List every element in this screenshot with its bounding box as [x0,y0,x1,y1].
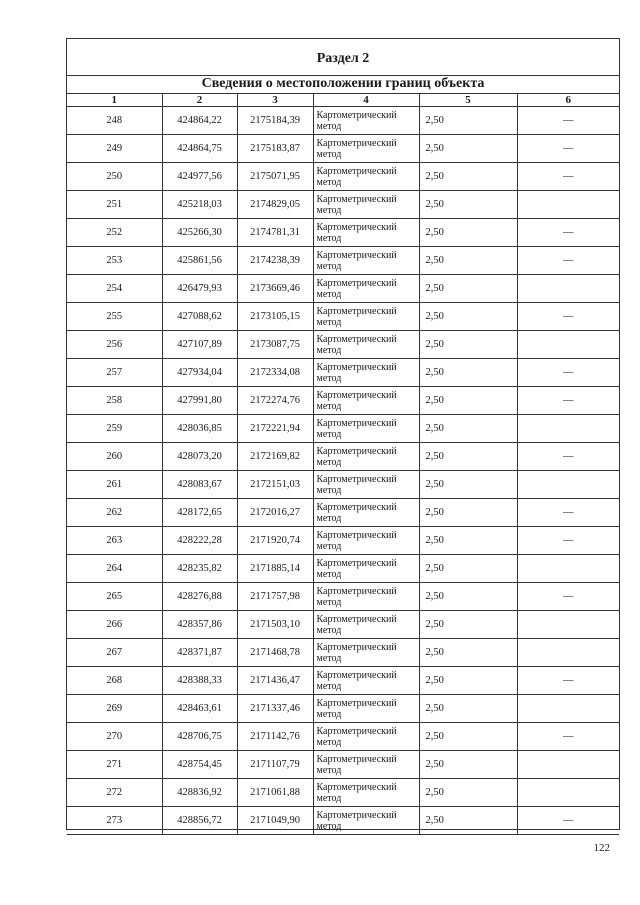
table-cell-num: 272 [67,779,162,807]
table-row [67,807,619,835]
table-cell-y: 2172016,27 [237,499,313,527]
table-cell-col6: — [517,303,619,331]
table-cell-method: Картометрический метод [313,583,419,611]
table-cell-col6: — [517,807,619,835]
table-row [67,247,619,275]
table-cell-method: Картометрический метод [313,387,419,415]
table-cell-col6: — [517,667,619,695]
table-cell-method: Картометрический метод [313,499,419,527]
table-header-row [67,93,619,107]
table-cell-x: 428463,61 [162,695,237,723]
table-cell-col5: 2,50 [419,219,517,247]
table-cell-y: 2174829,05 [237,191,313,219]
table-cell-y: 2172221,94 [237,415,313,443]
table-cell-method: Картометрический метод [313,415,419,443]
table-cell-col5: 2,50 [419,471,517,499]
table-row [67,639,619,667]
table-cell-col5: 2,50 [419,303,517,331]
table-cell-col5: 2,50 [419,359,517,387]
table-cell-num: 273 [67,807,162,835]
table-cell-x: 428036,85 [162,415,237,443]
table-cell-col5: 2,50 [419,751,517,779]
table-cell-col6 [517,471,619,499]
table-row [67,359,619,387]
table-cell-y: 2174781,31 [237,219,313,247]
table-cell-col5: 2,50 [419,555,517,583]
table-cell-col5: 2,50 [419,499,517,527]
table-cell-y: 2175184,39 [237,107,313,135]
table-cell-y: 2174238,39 [237,247,313,275]
table-row [67,779,619,807]
table-cell-col6: — [517,135,619,163]
table-cell-col6: — [517,247,619,275]
table-cell-col6: — [517,583,619,611]
table-cell-num: 253 [67,247,162,275]
table-cell-num: 257 [67,359,162,387]
table-row [67,611,619,639]
table-cell-col5: 2,50 [419,639,517,667]
table-cell-x: 428388,33 [162,667,237,695]
table-cell-method: Картометрический метод [313,331,419,359]
header-cell: 3 [237,93,313,107]
table-cell-col6: — [517,527,619,555]
table-cell-num: 269 [67,695,162,723]
table-cell-x: 428357,86 [162,611,237,639]
table-cell-x: 428073,20 [162,443,237,471]
table-cell-method: Картометрический метод [313,639,419,667]
table-cell-method: Картометрический метод [313,191,419,219]
table-cell-col5: 2,50 [419,415,517,443]
table-cell-num: 258 [67,387,162,415]
table-row [67,499,619,527]
table-cell-col6: — [517,723,619,751]
table-row [67,387,619,415]
table-cell-y: 2172151,03 [237,471,313,499]
table-cell-num: 252 [67,219,162,247]
table-cell-num: 267 [67,639,162,667]
table-cell-y: 2171468,78 [237,639,313,667]
table-cell-num: 249 [67,135,162,163]
table-row [67,443,619,471]
table-cell-y: 2171061,88 [237,779,313,807]
table-row [67,555,619,583]
table-row [67,583,619,611]
table-cell-x: 428706,75 [162,723,237,751]
table-cell-y: 2171503,10 [237,611,313,639]
table-cell-y: 2171107,79 [237,751,313,779]
table-cell-num: 261 [67,471,162,499]
table-cell-method: Картометрический метод [313,303,419,331]
table-cell-method: Картометрический метод [313,163,419,191]
header-cell: 5 [419,93,517,107]
table-cell-x: 428754,45 [162,751,237,779]
table-cell-x: 428235,82 [162,555,237,583]
header-cell: 1 [67,93,162,107]
table-cell-x: 428083,67 [162,471,237,499]
table-cell-col6 [517,415,619,443]
table-cell-num: 248 [67,107,162,135]
table-cell-col6 [517,555,619,583]
table-cell-num: 263 [67,527,162,555]
table-cell-col5: 2,50 [419,583,517,611]
table-cell-y: 2173087,75 [237,331,313,359]
table-cell-col6: — [517,499,619,527]
table-row [67,695,619,723]
table-cell-col5: 2,50 [419,247,517,275]
table-row [67,751,619,779]
table-cell-col5: 2,50 [419,107,517,135]
table-cell-x: 427934,04 [162,359,237,387]
table-cell-col6 [517,331,619,359]
table-cell-col5: 2,50 [419,723,517,751]
table-cell-col6 [517,275,619,303]
table-cell-x: 428276,88 [162,583,237,611]
table-cell-method: Картометрический метод [313,807,419,835]
table-cell-y: 2172274,76 [237,387,313,415]
table-cell-x: 427107,89 [162,331,237,359]
table-cell-num: 255 [67,303,162,331]
table-row [67,667,619,695]
table-row [67,107,619,135]
header-cell: 2 [162,93,237,107]
table-row [67,191,619,219]
table-cell-method: Картометрический метод [313,723,419,751]
table-cell-num: 256 [67,331,162,359]
table-row [67,163,619,191]
table-cell-num: 271 [67,751,162,779]
table-cell-x: 425861,56 [162,247,237,275]
table-cell-method: Картометрический метод [313,219,419,247]
table-cell-x: 424864,22 [162,107,237,135]
table-cell-col5: 2,50 [419,695,517,723]
table-cell-y: 2175071,95 [237,163,313,191]
table-cell-method: Картометрический метод [313,779,419,807]
table-cell-col6: — [517,219,619,247]
table-cell-col5: 2,50 [419,191,517,219]
section-subtitle: Сведения о местоположении границ объекта [67,75,619,94]
table-cell-x: 424864,75 [162,135,237,163]
table-cell-col5: 2,50 [419,611,517,639]
table-cell-col5: 2,50 [419,135,517,163]
table-cell-col6: — [517,443,619,471]
table-cell-col6 [517,191,619,219]
table-cell-num: 260 [67,443,162,471]
table-cell-method: Картометрический метод [313,611,419,639]
table-cell-y: 2173669,46 [237,275,313,303]
table-cell-col5: 2,50 [419,387,517,415]
section-title: Раздел 2 [67,39,619,76]
table-cell-method: Картометрический метод [313,527,419,555]
table-cell-col6: — [517,163,619,191]
table-cell-method: Картометрический метод [313,247,419,275]
table-row [67,331,619,359]
table-cell-num: 265 [67,583,162,611]
table-cell-method: Картометрический метод [313,135,419,163]
table-cell-method: Картометрический метод [313,751,419,779]
table-cell-x: 428371,87 [162,639,237,667]
table-cell-col5: 2,50 [419,779,517,807]
page-number: 122 [593,842,610,854]
table-cell-num: 254 [67,275,162,303]
table-row [67,135,619,163]
table-cell-x: 428222,28 [162,527,237,555]
table-cell-col5: 2,50 [419,163,517,191]
header-cell: 6 [517,93,619,107]
table-row [67,219,619,247]
table-cell-method: Картометрический метод [313,667,419,695]
table-cell-col5: 2,50 [419,275,517,303]
table-cell-num: 262 [67,499,162,527]
table-cell-y: 2171142,76 [237,723,313,751]
table-cell-col6: — [517,387,619,415]
table-cell-method: Картометрический метод [313,695,419,723]
table-cell-y: 2171337,46 [237,695,313,723]
table-cell-col5: 2,50 [419,667,517,695]
table-cell-y: 2171436,47 [237,667,313,695]
table-cell-x: 427088,62 [162,303,237,331]
table-cell-x: 428856,72 [162,807,237,835]
table-cell-y: 2171920,74 [237,527,313,555]
table-cell-col5: 2,50 [419,331,517,359]
table-cell-col6 [517,611,619,639]
table-cell-method: Картометрический метод [313,443,419,471]
header-cell: 4 [313,93,419,107]
table-cell-col5: 2,50 [419,807,517,835]
table-cell-y: 2171049,90 [237,807,313,835]
table-row [67,303,619,331]
table-cell-num: 270 [67,723,162,751]
table-row [67,415,619,443]
document-frame [66,38,620,830]
table-cell-y: 2172169,82 [237,443,313,471]
table-cell-col6: — [517,107,619,135]
table-cell-x: 428172,65 [162,499,237,527]
table-cell-num: 251 [67,191,162,219]
table-cell-y: 2173105,15 [237,303,313,331]
table-row [67,471,619,499]
table-cell-method: Картометрический метод [313,555,419,583]
table-cell-method: Картометрический метод [313,275,419,303]
table-cell-col6 [517,639,619,667]
table-cell-method: Картометрический метод [313,471,419,499]
table-cell-x: 426479,93 [162,275,237,303]
table-cell-col6 [517,695,619,723]
table-cell-y: 2175183,87 [237,135,313,163]
table-row [67,275,619,303]
table-cell-x: 424977,56 [162,163,237,191]
table-row [67,527,619,555]
table-cell-y: 2171757,98 [237,583,313,611]
table-cell-x: 428836,92 [162,779,237,807]
table-cell-num: 268 [67,667,162,695]
table-cell-col5: 2,50 [419,527,517,555]
table-cell-num: 259 [67,415,162,443]
table-cell-y: 2172334,08 [237,359,313,387]
boundary-coordinates-table [67,93,619,835]
table-cell-col6 [517,779,619,807]
table-cell-num: 250 [67,163,162,191]
table-cell-col5: 2,50 [419,443,517,471]
table-cell-x: 427991,80 [162,387,237,415]
table-cell-x: 425266,30 [162,219,237,247]
table-cell-method: Картометрический метод [313,107,419,135]
table-cell-y: 2171885,14 [237,555,313,583]
table-cell-method: Картометрический метод [313,359,419,387]
table-cell-num: 266 [67,611,162,639]
table-cell-col6: — [517,359,619,387]
table-cell-x: 425218,03 [162,191,237,219]
table-row [67,723,619,751]
table-cell-num: 264 [67,555,162,583]
table-cell-col6 [517,751,619,779]
